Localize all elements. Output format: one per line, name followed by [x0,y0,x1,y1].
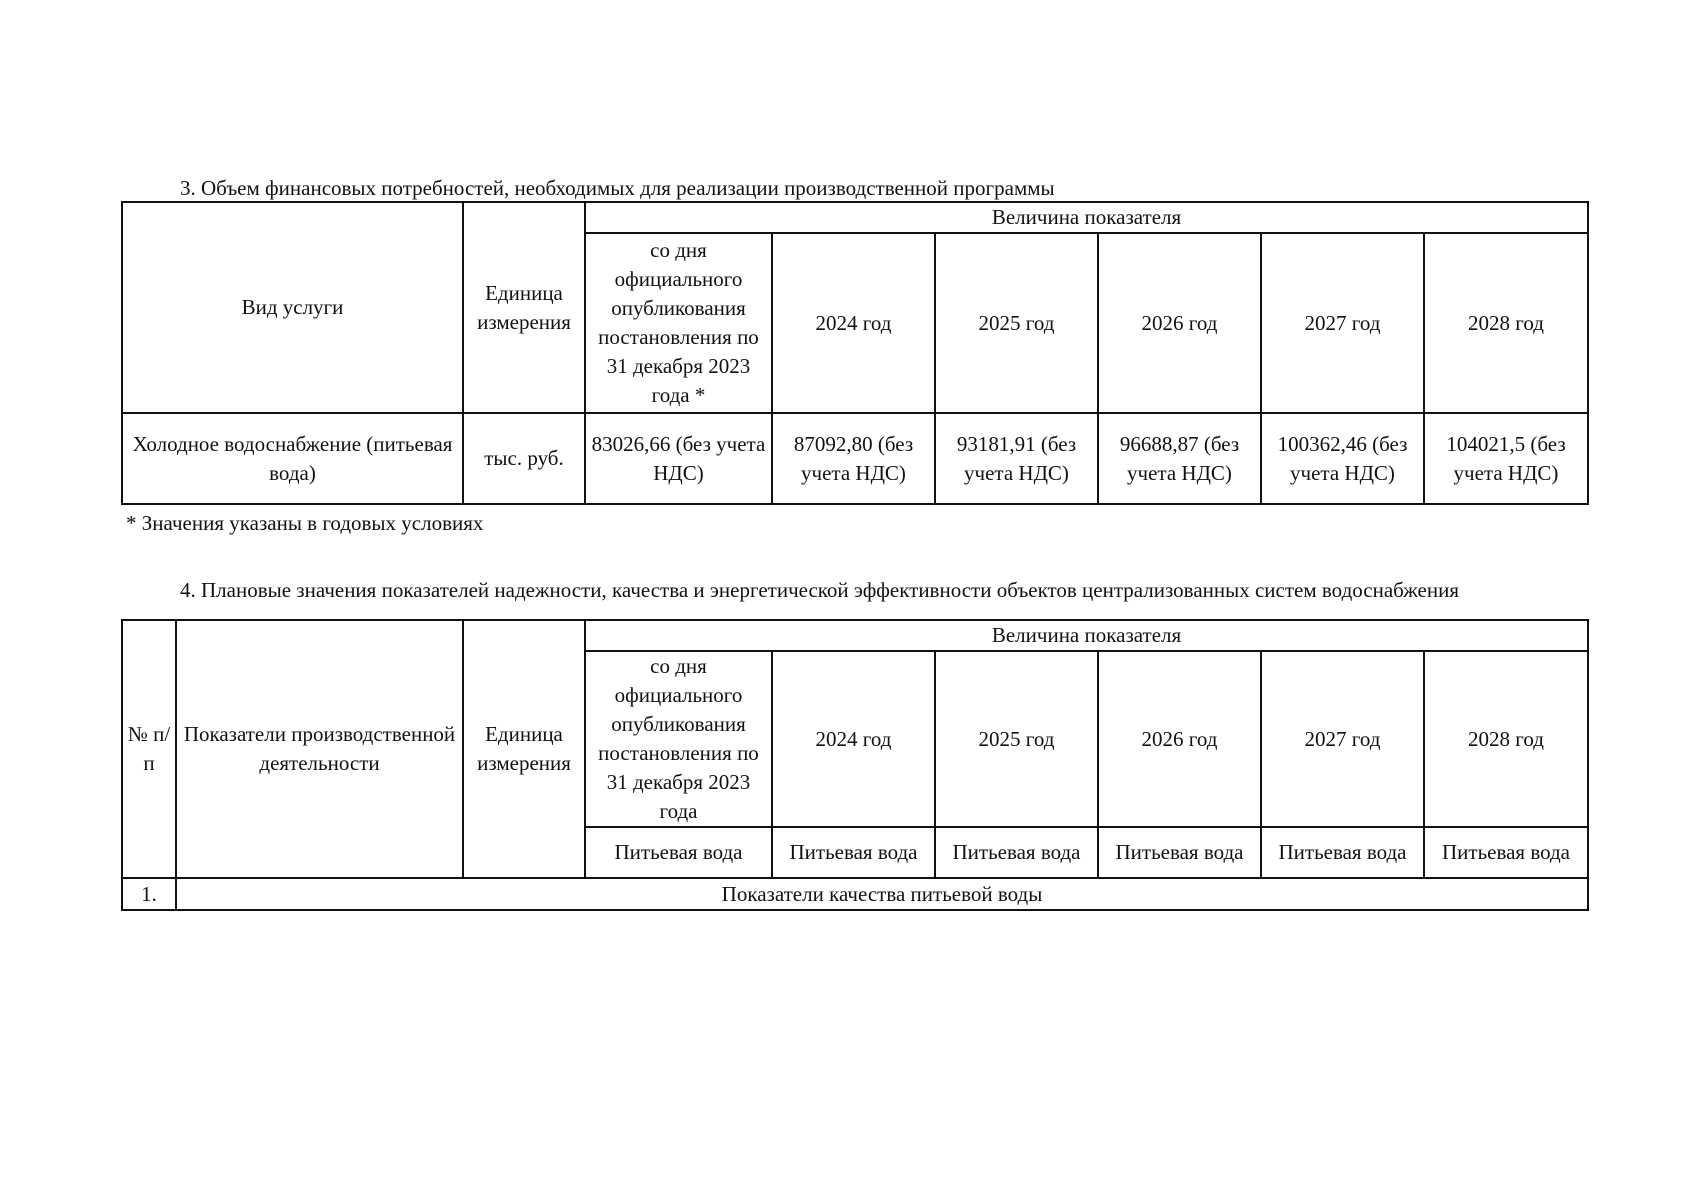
header-value-group: Величина показателя [585,620,1588,651]
header-unit: Единица измерения [463,620,585,878]
header-period-initial: со дня официального опубликования постановления по 31 декабря 2023 года * [585,233,772,413]
header-period-2026: 2026 год [1098,233,1261,413]
header-period-2024: 2024 год [772,233,935,413]
header-period-2026: 2026 год [1098,651,1261,827]
value-cell-2025: 93181,91 (без учета НДС) [935,413,1098,504]
subheader-drinking-water: Питьевая вода [935,827,1098,878]
row-number-cell: 1. [122,878,176,910]
value-cell-2024: 87092,80 (без учета НДС) [772,413,935,504]
table-row [122,413,1588,504]
header-period-2025: 2025 год [935,651,1098,827]
subheader-drinking-water: Питьевая вода [1261,827,1424,878]
header-period-2024: 2024 год [772,651,935,827]
header-indicators: Показатели производственной деятельности [176,620,463,878]
value-cell-2026: 96688,87 (без учета НДС) [1098,413,1261,504]
header-service-type: Вид услуги [122,202,463,413]
header-period-2028: 2028 год [1424,651,1588,827]
section-row-label: Показатели качества питьевой воды [176,878,1588,910]
table-row [122,878,1588,910]
section-4-title: 4. Плановые значения показателей надежности, качества и энергетической эффективности объектов централизованных систем водоснабжения [180,578,1460,602]
header-period-initial: со дня официального опубликования постановления по 31 декабря 2023 года [585,651,772,827]
service-name-cell: Холодное водоснабжение (питьевая вода) [122,413,463,504]
value-cell-2027: 100362,46 (без учета НДС) [1261,413,1424,504]
subheader-drinking-water: Питьевая вода [1098,827,1261,878]
header-period-2025: 2025 год [935,233,1098,413]
value-cell-initial: 83026,66 (без учета НДС) [585,413,772,504]
header-number: № п/п [122,620,176,878]
section-3-title: 3. Объем финансовых потребностей, необходимых для реализации производственной программы [180,176,1055,200]
header-unit: Единица измерения [463,202,585,413]
planned-indicators-table [121,619,1589,911]
subheader-drinking-water: Питьевая вода [1424,827,1588,878]
value-cell-2028: 104021,5 (без учета НДС) [1424,413,1588,504]
header-value-group: Величина показателя [585,202,1588,233]
subheader-drinking-water: Питьевая вода [585,827,772,878]
footnote: * Значения указаны в годовых условиях [126,511,484,535]
unit-cell: тыс. руб. [463,413,585,504]
header-period-2028: 2028 год [1424,233,1588,413]
financial-needs-table [121,201,1589,505]
subheader-drinking-water: Питьевая вода [772,827,935,878]
header-period-2027: 2027 год [1261,651,1424,827]
header-period-2027: 2027 год [1261,233,1424,413]
